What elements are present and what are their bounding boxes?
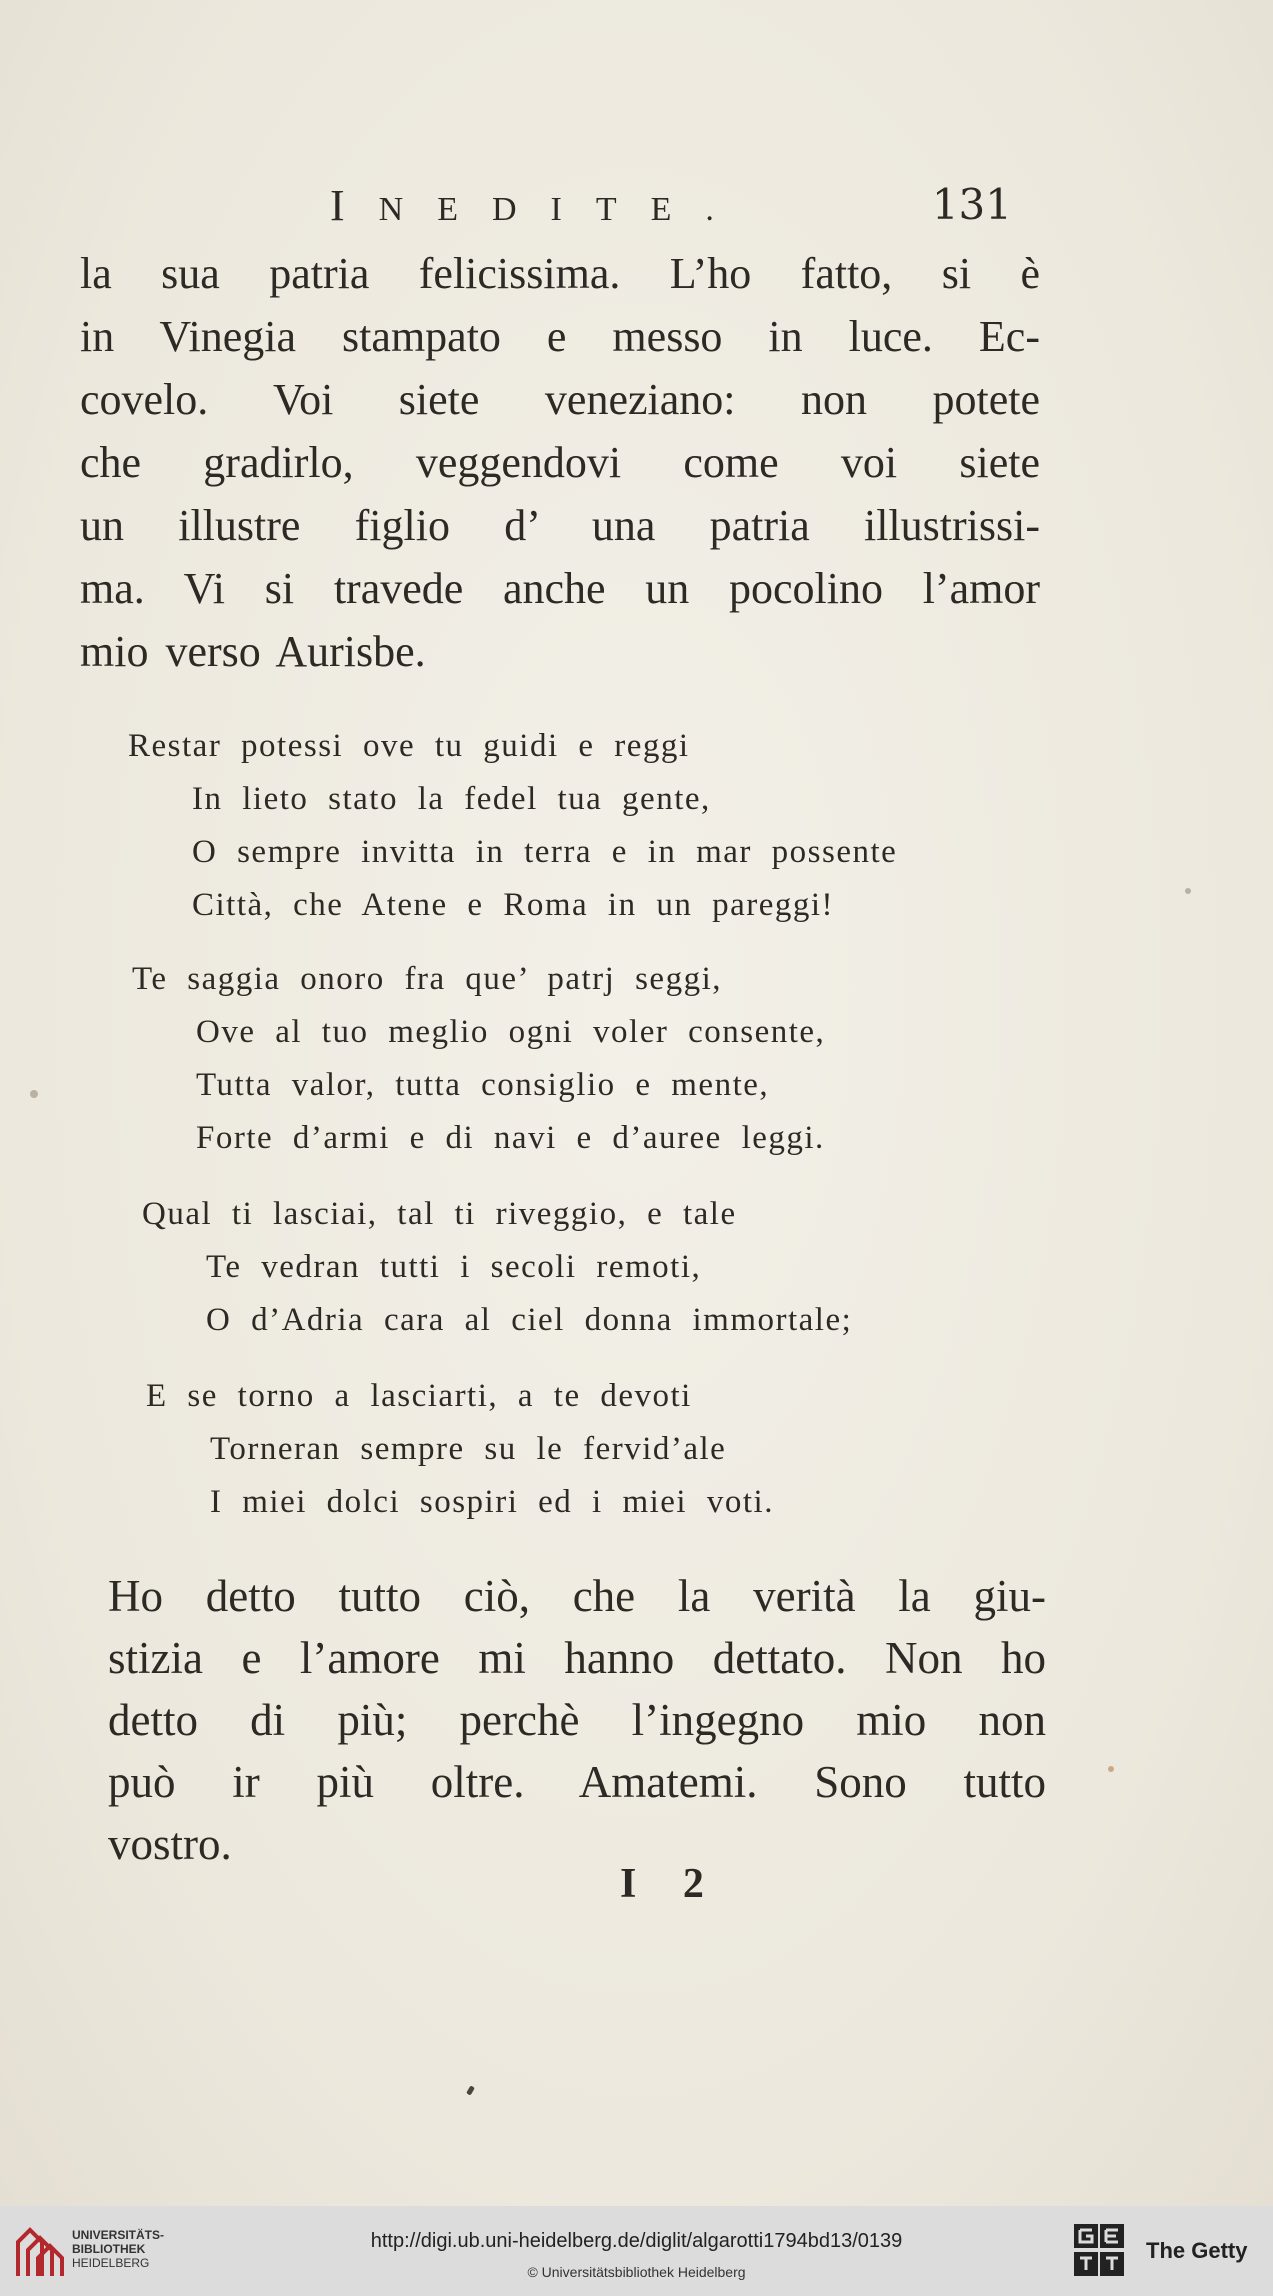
title-initial: I (330, 181, 379, 230)
prose-top (80, 242, 1040, 683)
prose-line: detto di più; perchè l’ingegno mio non (108, 1695, 1046, 1745)
sonnet-stanza-2 (132, 953, 825, 1165)
verse-line: Città, che Atene e Roma in un pareggi! (192, 887, 835, 923)
viewer-footer (0, 2206, 1273, 2296)
page-number: 131 (931, 180, 1012, 229)
library-line: BIBLIOTHEK (72, 2242, 146, 2256)
prose-line: un illustre figlio d’ una patria illustrissi- (80, 501, 1040, 550)
verse-line: Te saggia onoro fra que’ patrj seggi, (132, 961, 722, 997)
prose-line: mio verso Aurisbe. (80, 627, 426, 676)
copyright-notice: © Universitätsbibliothek Heidelberg (527, 2264, 746, 2280)
getty-logo-icon[interactable] (1072, 2222, 1126, 2278)
permalink-url[interactable]: http://digi.ub.uni-heidelberg.de/diglit/algarotti1794bd13/0139 (370, 2230, 903, 2252)
sonnet-stanza-3 (142, 1188, 852, 1347)
verse-line: O sempre invitta in terra e in mar possente (192, 834, 898, 870)
title-rest: NEDITE. (378, 191, 748, 228)
running-head (330, 180, 1030, 240)
verse-line: Ove al tuo meglio ogni voler consente, (196, 1014, 826, 1050)
verse-line: Te vedran tutti i secoli remoti, (206, 1249, 702, 1285)
verse-line: Qual ti lasciai, tal ti riveggio, e tale (142, 1196, 737, 1232)
verse-line: Tutta valor, tutta consiglio e mente, (196, 1067, 770, 1103)
prose-bottom (108, 1565, 1046, 1875)
prose-line: la sua patria felicissima. L’ho fatto, si è (80, 249, 1040, 298)
prose-line: che gradirlo, veggendovi come voi siete (80, 438, 1040, 487)
ink-speck (466, 2085, 475, 2095)
ink-speck (30, 1090, 38, 1098)
library-line: UNIVERSITÄTS- (72, 2228, 165, 2242)
prose-line: stizia e l’amore mi hanno dettato. Non ho (108, 1633, 1046, 1683)
sonnet-stanza-1 (128, 720, 897, 932)
prose-line: Ho detto tutto ciò, che la verità la giu- (108, 1571, 1046, 1621)
ink-speck (1108, 1766, 1114, 1772)
ink-speck (1185, 888, 1191, 894)
running-head-title (330, 180, 748, 231)
verse-line: In lieto stato la fedel tua gente, (192, 781, 711, 817)
verse-line: O d’Adria cara al ciel donna immortale; (206, 1302, 853, 1338)
verse-line: Restar potessi ove tu guidi e reggi (128, 728, 690, 764)
prose-line: vostro. (108, 1819, 232, 1869)
prose-line: ma. Vi si travede anche un pocolino l’amor (80, 564, 1040, 613)
verse-line: I miei dolci sospiri ed i miei voti. (210, 1484, 774, 1520)
verse-line: E se torno a lasciarti, a te devoti (146, 1378, 692, 1414)
verse-line: Forte d’armi e di navi e d’auree leggi. (196, 1120, 825, 1156)
verse-line: Torneran sempre su le fervid’ale (210, 1431, 727, 1467)
getty-label: The Getty (1146, 2238, 1248, 2263)
signature-mark: I 2 (620, 1861, 722, 1907)
prose-line: può ir più oltre. Amatemi. Sono tutto (108, 1757, 1046, 1807)
prose-line: covelo. Voi siete veneziano: non potete (80, 375, 1040, 424)
sonnet-stanza-4 (146, 1370, 774, 1529)
prose-line: in Vinegia stampato e messo in luce. Ec- (80, 312, 1040, 361)
library-line: HEIDELBERG (72, 2256, 150, 2270)
